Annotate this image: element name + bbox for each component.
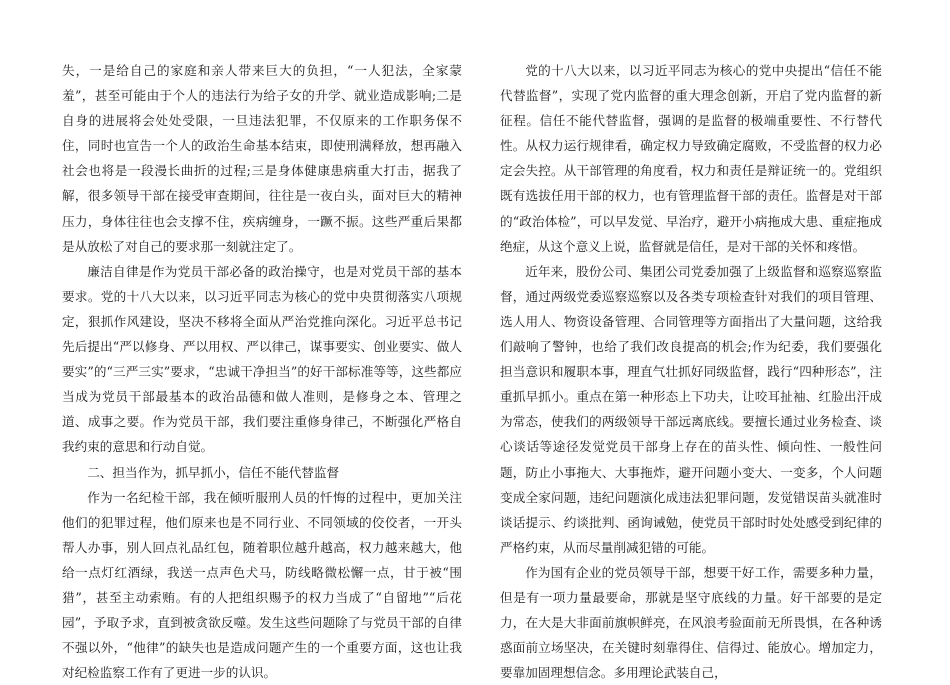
left-column — [62, 58, 462, 685]
right-column — [500, 58, 882, 685]
paragraph-bottom-line: 作为国有企业的党员领导干部，想要干好工作，需要多种力量，但是有一项力量最要命，那就是坚守底线的力量。好干部要的是定力，在大是大非面前旗帜鲜亮，在风浪考验面前无所畏惧，在各种诱惑面前立场坚决，在关键时刻靠得住、信得过、能放心。增加定力，要靠加固理想信念。多用理论武装自己， — [500, 564, 882, 681]
paragraph-consequences: 失，一是给自己的家庭和亲人带来巨大的负担，“一人犯法，全家蒙羞”，甚至可能由于个人的违法行为给子女的升学、就业造成影响;二是自身的进展将会处处受限，一旦违法犯罪，不仅原来的工作职务保不住，同时也宣告一个人的政治生命基本结束，即使刑满释放，想再融入社会也将是一段漫长曲折的过程;三是身体健康患病重大打击，据我了解，很多领导干部在接受审查期间，往往是一夜白头，面对巨大的精神压力，身体往往也会支撑不住，疾病缠身，一蹶不振。这些严重后果都是从放松了对自己的要求那一刻就注定了。 — [62, 63, 462, 254]
paragraph-self-discipline: 廉洁自律是作为党员干部必备的政治操守，也是对党员干部的基本要求。党的十八大以来，以习近平同志为核心的党中央贯彻落实八项规定，狠抓作风建设，坚决不移将全面从严治党推向深化。习近平总书记先后提出“严以修身、严以用权、严以律己，谋事要实、创业要实、做人要实”的“三严三实”要求，“忠诚干净担当”的好干部标准等等，这些都应当成为党员干部最基本的政治品德和做人准则，是修身之本、管理之道、成事之要。作为党员干部，我们要注重修身律己，不断强化严格自我约束的意思和行动自觉。 — [62, 263, 462, 455]
paragraph-trust-supervision: 党的十八大以来，以习近平同志为核心的党中央提出“信任不能代替监督”，实现了党内监督的重大理念创新，开启了党内监督的新征程。信任不能代替监督，强调的是监督的极端重要性、不行替代性。从权力运行规律看，确定权力导致确定腐败，不受监督的权力必定会失控。从干部管理的角度看，权力和责任是辩证统一的。党组织既有选拔任用干部的权力，也有管理监督干部的责任。监督是对干部的“政治体检”，可以早发觉、早治疗，避开小病拖成大患、重症拖成绝症，从这个意义上说，监督就是信任，是对干部的关怀和疼惜。 — [500, 63, 882, 254]
paragraph-inspector-reflection: 作为一名纪检干部，我在倾听服刑人员的忏悔的过程中，更加关注他们的犯罪过程，他们原来也是不同行业、不同领域的佼佼者，一开头帮人办事，别人回点礼品红包，随着职位越升越高，权力越来越大，他给一点灯红酒绿，我送一点声色犬马，防线略微松懈一点，甘于被“围猎”，甚至主动索贿。有的人把组织赐予的权力当成了“自留地”“后花园”，予取予求，直到被贪欲反噬。发生这些问题除了与党员干部的自律不强以外，“他律”的缺失也是造成问题产生的一个重要方面，这也让我对纪检监察工作有了更进一步的认识。 — [62, 489, 462, 681]
section-heading: 二、担当作为，抓早抓小，信任不能代替监督 — [87, 464, 340, 480]
paragraph-recent-inspections: 近年来，股份公司、集团公司党委加强了上级监督和巡察巡察监督，通过两级党委巡察巡察以及各类专项检查针对我们的项目管理、选人用人、物资设备管理、合同管理等方面指出了大量问题，这给我们敲响了警钟，也给了我们改良提高的机会;作为纪委，我们要强化担当意识和履职本事，理直气壮抓好同级监督，践行“四种形态”，注重抓早抓小。重点在第一种形态上下功夫，让咬耳扯袖、红脸出汗成为常态，使我们的两级领导干部远离底线。要擅长通过业务检查、谈心谈话等途径发觉党员干部身上存在的苗头性、倾向性、一般性问题，防止小事拖大、大事拖炸，避开问题小变大、一变多，个人问题变成全家问题，违纪问题演化成违法犯罪问题，发觉错误苗头就准时谈话提示、约谈批判、函询诫勉，使党员干部时时处处感受到纪律的严格约束，从而尽量削减犯错的可能。 — [500, 263, 882, 555]
